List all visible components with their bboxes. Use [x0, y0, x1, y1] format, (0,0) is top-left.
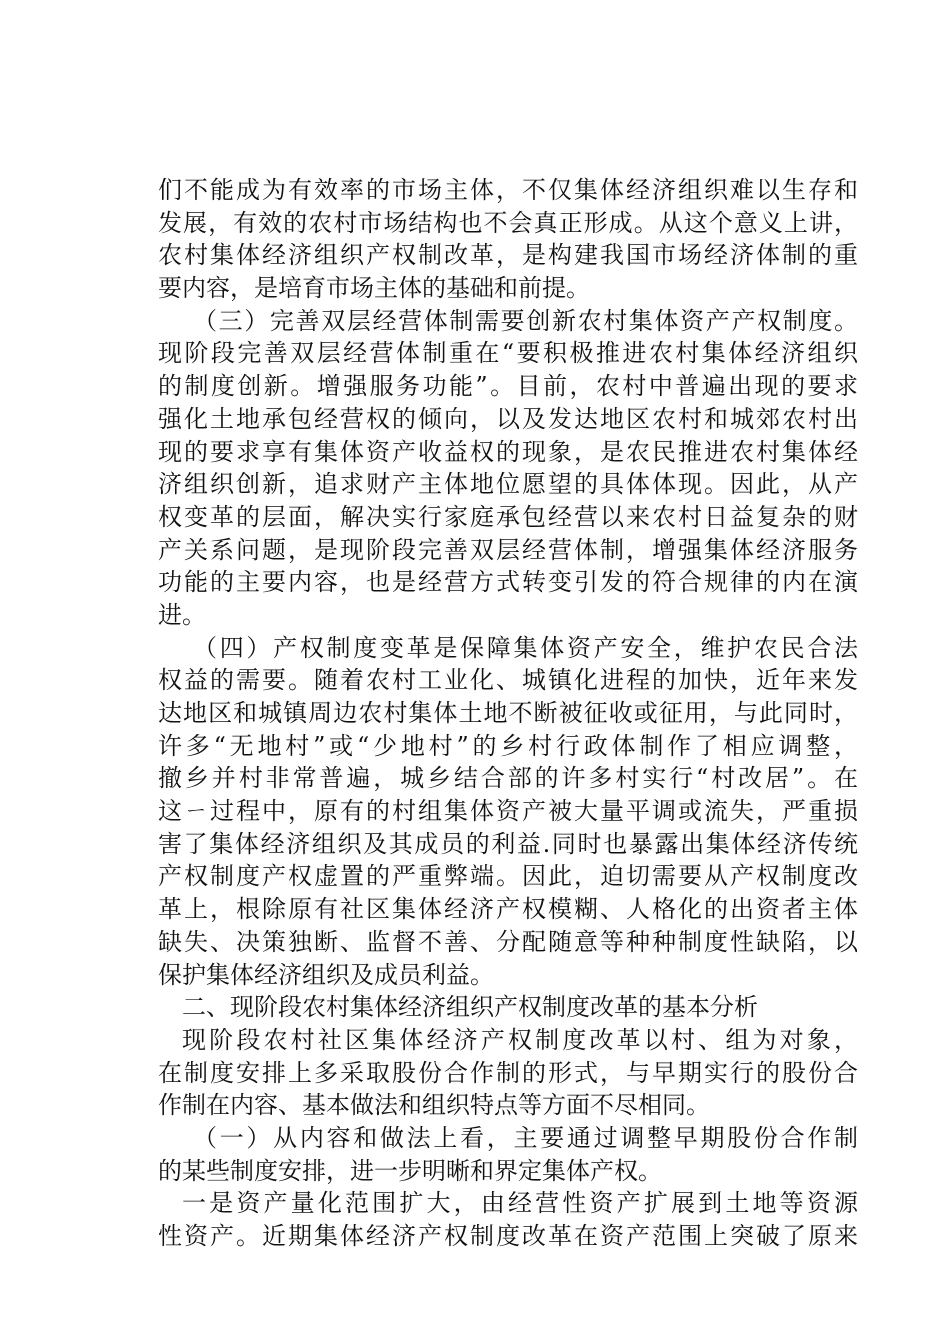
document-body [158, 174, 858, 1253]
text-line: 二、现阶段农村集体经济组织产权制度改革的基本分析 [182, 993, 758, 1022]
text-line: 这ㄧ过程中，原有的村组集体资产被大量平调或流失，严重损 [158, 797, 858, 826]
text-line: 要内容，是培育市场主体的基础和前提。 [158, 274, 590, 303]
text-line: 缺失、决策独断、监督不善、分配随意等种种制度性缺陷，以 [158, 927, 858, 956]
text-line: 许多“无地村”或“少地村”的乡村行政体制作了相应调整， [158, 731, 858, 760]
text-line: 在制度安排上多采取股份合作制的形式，与早期实行的股份合 [158, 1058, 858, 1087]
text-line: 产权制度产权虚置的严重弊端。因此，迫切需要从产权制度改 [158, 862, 858, 891]
text-line: 的制度创新。增强服务功能”。目前，农村中普遍出现的要求 [158, 372, 858, 401]
text-line: 撤乡并村非常普遍，城乡结合部的许多村实行“村改居”。在 [158, 764, 858, 793]
text-line: 权益的需要。随着农村工业化、城镇化进程的加快，近年来发 [158, 666, 858, 695]
text-line: 性资产。近期集体经济产权制度改革在资产范围上突破了原来 [158, 1222, 858, 1250]
text-line: 害了集体经济组织及其成员的利益.同时也暴露出集体经济传统 [158, 829, 858, 858]
text-line: 产关系问题，是现阶段完善双层经营体制，增强集体经济服务 [158, 535, 858, 564]
text-line: 权变革的层面，解决实行家庭承包经营以来农村日益复杂的财 [158, 502, 858, 531]
text-line: 现阶段农村社区集体经济产权制度改革以村、组为对象， [182, 1025, 858, 1054]
text-line: 一是资产量化范围扩大，由经营性资产扩展到土地等资源 [182, 1189, 858, 1218]
text-line: 革上，根除原有社区集体经济产权模糊、人格化的出资者主体 [158, 895, 858, 924]
text-line: （三）完善双层经营体制需要创新农村集体资产产权制度。 [193, 306, 858, 335]
text-line: （四）产权制度变革是保障集体资产安全，维护农民合法 [193, 633, 858, 662]
text-line: 现阶段完善双层经营体制重在“要积极推进农村集体经济组织 [158, 339, 858, 368]
text-line: 济组织创新，追求财产主体地位愿望的具体体现。因此，从产 [158, 470, 858, 499]
text-line: 强化土地承包经营权的倾向，以及发达地区农村和城郊农村出 [158, 404, 858, 433]
text-line: 作制在内容、基本做法和组织特点等方面不尽相同。 [158, 1091, 710, 1120]
text-line: 进。 [158, 600, 206, 629]
text-line: 的某些制度安排，进一步明晰和界定集体产权。 [158, 1156, 662, 1185]
text-line: 达地区和城镇周边农村集体土地不断被征收或征用，与此同时， [158, 699, 858, 727]
text-line: 农村集体经济组织产权制改革，是构建我国市场经济体制的重 [158, 241, 858, 270]
text-line: 现的要求享有集体资产收益权的现象，是农民推进农村集体经 [158, 437, 858, 466]
text-line: 保护集体经济组织及成员利益。 [158, 960, 494, 989]
text-line: 功能的主要内容，也是经营方式转变引发的符合规律的内在演 [158, 568, 858, 597]
text-line: 发展，有效的农村市场结构也不会真正形成。从这个意义上讲， [158, 208, 858, 237]
text-line: 们不能成为有效率的市场主体，不仅集体经济组织难以生存和 [158, 176, 858, 204]
text-line: （一）从内容和做法上看，主要通过调整早期股份合作制 [193, 1123, 858, 1152]
